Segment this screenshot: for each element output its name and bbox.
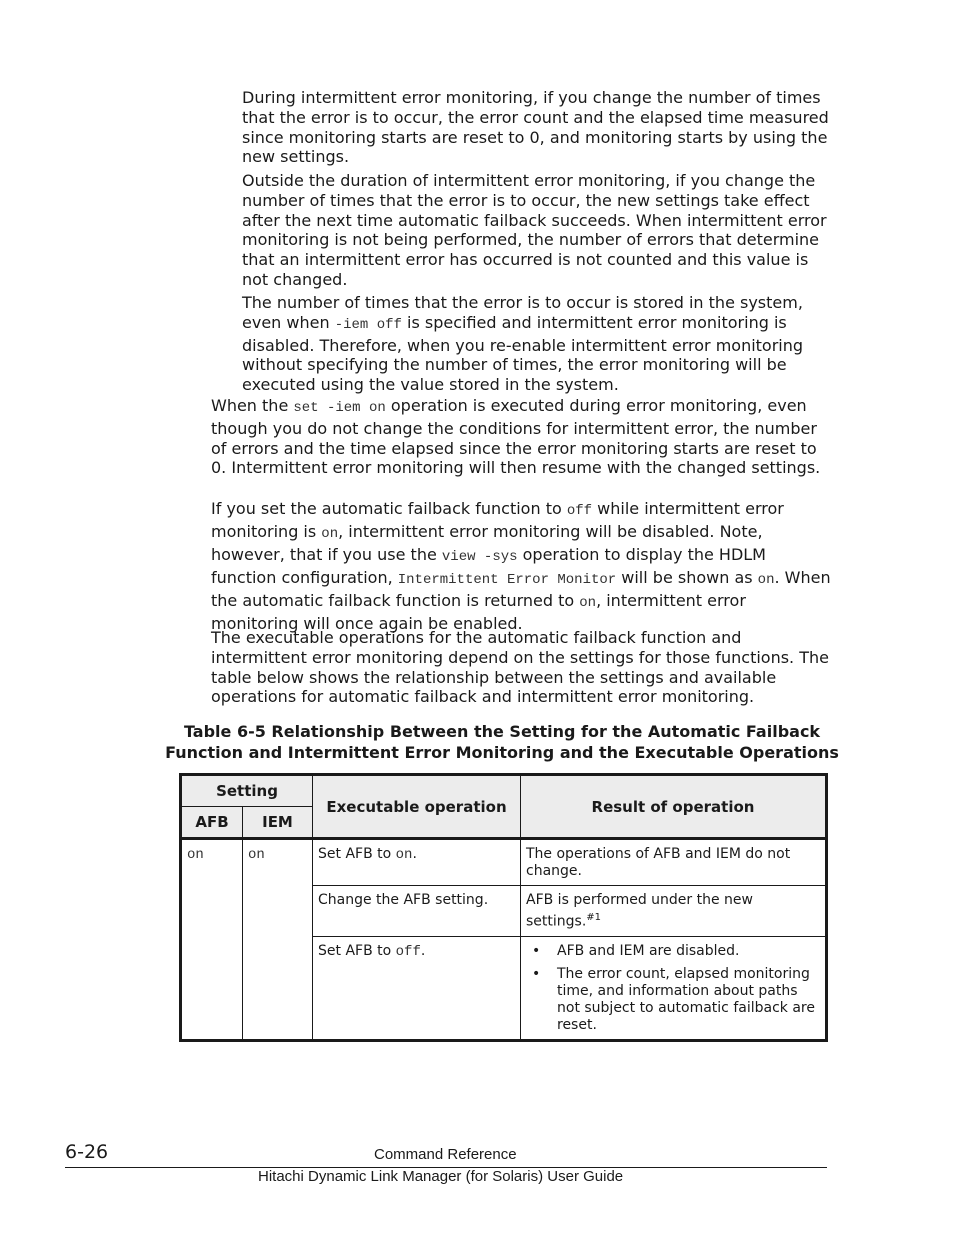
header-result-of-operation: Result of operation [521, 775, 827, 839]
table-row [181, 839, 827, 886]
footnote-ref: #1 [586, 912, 602, 923]
cell-result: AFB is performed under the new settings.$^{\#1}$ [521, 886, 827, 937]
cell-afb-value: on [181, 839, 243, 1041]
footer-guide-title: Hitachi Dynamic Link Manager (for Solaris) User Guide [258, 1168, 624, 1185]
paragraph-executable-operations: The executable operations for the automatic failback function and intermittent error monitoring depend on the settings for those functions. The table below shows the relationship between the settings and available operations for automatic failback and intermittent error monitoring. [211, 628, 829, 707]
footer-section-title: Command Reference [374, 1146, 517, 1163]
list-item: • The error count, elapsed monitoring time, and information about paths not subject to automatic failback are reset. [526, 966, 820, 1034]
cell-iem-value: on [243, 839, 313, 1041]
code-on: on [757, 571, 775, 588]
header-setting: Setting [181, 775, 313, 807]
paragraph-afb-off: If you set the automatic failback function to off while intermittent error monitoring is on, intermittent error monitoring will be disabled. Note, however, that if you use the view -sys operation to display the HDLM function configuration, Intermittent Error Monitor will be shown as on. When the automatic failback function is returned to on, intermittent error monitoring will once again be enabled. [211, 499, 831, 633]
cell-result: The operations of AFB and IEM do not change. [521, 839, 827, 886]
code-view-sys: view -sys [441, 548, 518, 565]
cell-operation: Change the AFB setting. [313, 886, 521, 937]
header-executable-operation: Executable operation [313, 775, 521, 839]
paragraph-iem-change-outside: Outside the duration of intermittent error monitoring, if you change the number of times that the error is to occur, the new settings take effect after the next time automatic failback succeeds. When intermittent error monitoring is not being performed, the number of errors that determine that an intermittent error has occurred is not counted and this value is not changed. [242, 171, 827, 289]
code-iem-off: -iem off [334, 316, 402, 333]
cell-operation: Set AFB to on. [313, 839, 521, 886]
table-caption [150, 721, 854, 763]
header-iem: IEM [243, 807, 313, 839]
list-item: • AFB and IEM are disabled. [526, 943, 820, 960]
table-caption-line1: Table 6-5 Relationship Between the Setting for the Automatic Failback [183, 722, 821, 741]
code-on: on [321, 525, 339, 542]
code-intermittent-error-monitor: Intermittent Error Monitor [397, 571, 617, 588]
code-set-iem-on: set -iem on [293, 400, 386, 416]
code-off: off [566, 503, 593, 519]
result-bullet-list [526, 943, 820, 1034]
cell-result [521, 936, 827, 1040]
relationship-table [179, 773, 828, 1042]
paragraph-iem-stored-count: The number of times that the error is to occur is stored in the system, even when -iem off is specified and intermittent error monitoring is disabled. Therefore, when you re-enable intermittent error monitoring without specifying the number of times, the error monitoring will be executed using the value stored in the system. [242, 293, 804, 395]
paragraph-set-iem-on: When the set -iem on operation is executed during error monitoring, even though you do not change the conditions for intermittent error, the number of errors and the time elapsed since the error monitoring starts are reset to 0. Intermittent error monitoring will then resume with the changed settings. [211, 396, 821, 478]
header-afb: AFB [181, 807, 243, 839]
table-caption-line2: Function and Intermittent Error Monitoring and the Executable Operations [165, 743, 839, 762]
page-number: 6-26 [65, 1141, 109, 1163]
paragraph-iem-change-during: During intermittent error monitoring, if you change the number of times that the error is to occur, the error count and the elapsed time measured since monitoring starts are reset to 0, and monitoring starts by using the new settings. [242, 88, 829, 167]
code-on: on [579, 594, 597, 611]
cell-operation: Set AFB to off. [313, 936, 521, 1040]
